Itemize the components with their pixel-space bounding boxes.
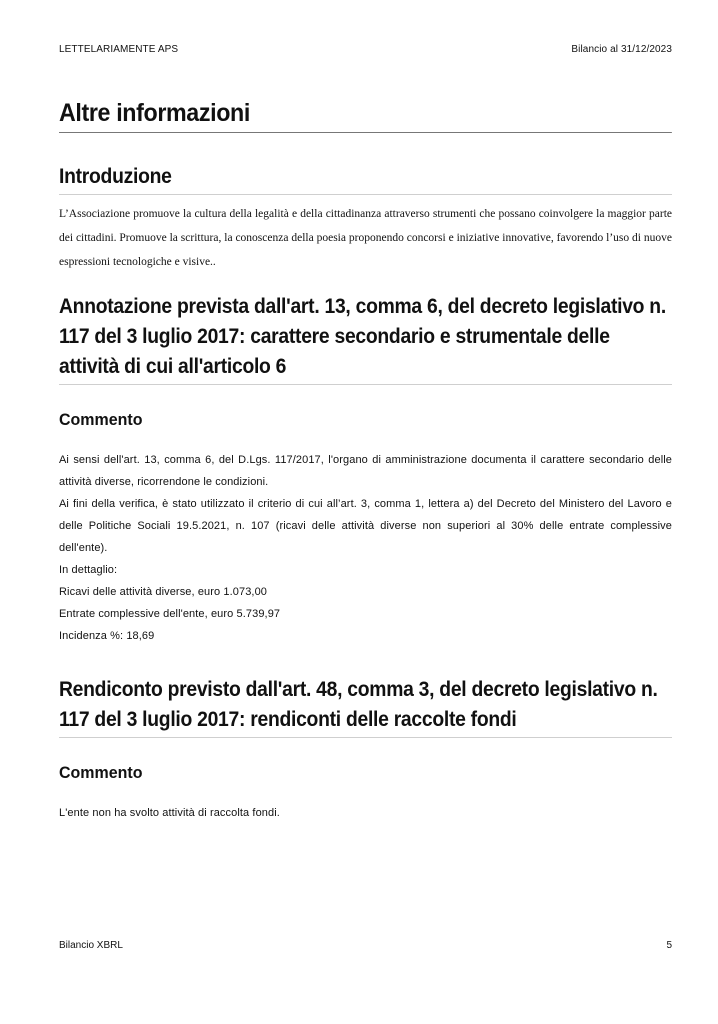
footer-label: Bilancio XBRL xyxy=(59,940,123,951)
detail-line: Incidenza %: 18,69 xyxy=(59,630,155,642)
balance-period: Bilancio al 31/12/2023 xyxy=(571,44,672,55)
organization-name: LETTELARIAMENTE APS xyxy=(59,44,179,55)
paragraph: Ai sensi dell'art. 13, comma 6, del D.Lgs. 117/2017, l'organo di amministrazione documenta il carattere secondario delle attività diverse, ricorrendone le condizioni. xyxy=(59,454,672,488)
section-heading-art48: Rendiconto previsto dall'art. 48, comma 3, del decreto legislativo n. 117 del 3 luglio 2017: rendiconti delle raccolte fondi xyxy=(59,675,672,738)
detail-line: In dettaglio: xyxy=(59,564,118,576)
section-body-art13 xyxy=(59,449,672,647)
paragraph: Ai fini della verifica, è stato utilizzato il criterio di cui all’art. 3, comma 1, lettera a) del Decreto del Ministero del Lavoro e delle Politiche Sociali 19.5.2021, n. 107 (ricavi delle attività diverse non superiori al 30% delle entrate complessive dell'ente). xyxy=(59,498,672,554)
intro-heading: Introduzione xyxy=(59,162,672,195)
detail-line: Ricavi delle attività diverse, euro 1.073,00 xyxy=(59,586,268,598)
section-heading-art13: Annotazione prevista dall'art. 13, comma 6, del decreto legislativo n. 117 del 3 luglio 2017: carattere secondario e strumentale delle attività di cui all'articolo 6 xyxy=(59,292,672,385)
detail-line: Entrate complessive dell'ente, euro 5.739,97 xyxy=(59,608,281,620)
page-number: 5 xyxy=(666,940,672,951)
document-page xyxy=(59,0,672,1024)
intro-text: L’Associazione promuove la cultura della legalità e della cittadinanza attraverso strumenti che possano coinvolgere la maggior parte dei cittadini. Promuove la scrittura, la conoscenza della poesia proponendo concorsi e iniziative innovative, favorendo l’uso di nuove espressioni tecnologiche e visive.. xyxy=(59,208,672,268)
paragraph: L'ente non ha svolto attività di raccolta fondi. xyxy=(59,807,280,819)
section-body-art48 xyxy=(59,802,672,824)
page-title: Altre informazioni xyxy=(59,99,672,133)
section-subheading-commento: Commento xyxy=(59,763,143,782)
section-subheading-commento: Commento xyxy=(59,410,143,429)
